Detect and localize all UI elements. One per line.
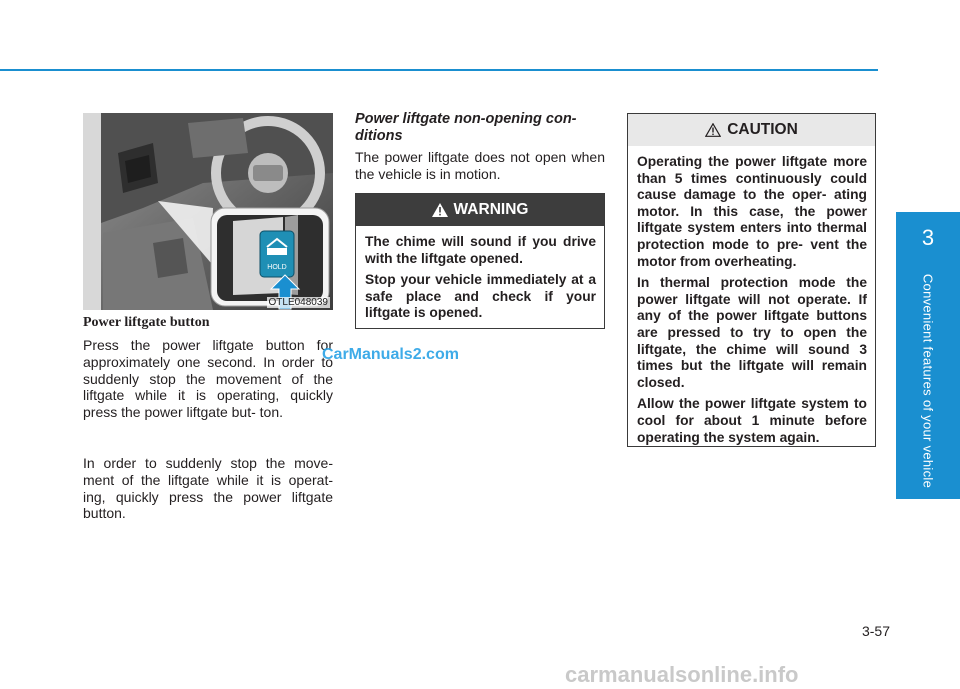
warning-header (356, 194, 604, 226)
figure-code: OTLE048039 (268, 297, 328, 308)
hold-label: HOLD (267, 264, 287, 271)
liftgate-button-figure (83, 113, 333, 310)
chapter-number-tab: 3 (896, 212, 960, 264)
section-heading: Power liftgate non-opening con- ditions (355, 111, 577, 144)
warning-box (355, 193, 605, 329)
caution-line: Allow the power liftgate system to cool for about 1 minute before operating the system again. (637, 396, 867, 445)
caution-line: Operating the power liftgate more than 5 times continuously could cause damage to the oper- ating motor. In this case, the power liftgate system enters into thermal protection mode to pre- vent the motor from overheating. (637, 154, 867, 269)
caution-header (628, 114, 875, 146)
header-rule (0, 69, 878, 71)
caution-title: CAUTION (727, 121, 798, 138)
warning-triangle-icon (432, 203, 448, 217)
warning-line: Stop your vehicle immediately at a safe place and check if your liftgate is opened. (365, 272, 596, 321)
warning-body (356, 226, 604, 322)
caution-triangle-icon (705, 123, 721, 137)
car-interior-illustration (83, 113, 333, 310)
watermark-footer: carmanualsonline.info (565, 662, 799, 687)
warning-line: The chime will sound if you drive with the liftgate opened. (365, 234, 596, 266)
caution-body (628, 146, 875, 446)
warning-title: WARNING (453, 201, 529, 218)
caution-box (627, 113, 876, 447)
watermark-link[interactable]: CarManuals2.com (322, 346, 459, 363)
paragraph: The power liftgate does not open when the vehicle is in motion. (355, 149, 605, 182)
figure-caption: Power liftgate button (83, 315, 210, 330)
paragraph: In order to suddenly stop the move- ment of the liftgate while it is operat- ing, quickly press the power liftgate button. (83, 455, 333, 522)
caution-line: In thermal protection mode the power liftgate will not operate. If any of the power liftgate buttons are pressed to try to open the liftgate, the chime will sound 3 times but the liftgate will remain closed. (637, 275, 867, 390)
chapter-title: Convenient features of your vehicle (920, 273, 936, 489)
chapter-title-tab (896, 264, 960, 499)
page-number: 3-57 (861, 623, 890, 639)
paragraph: Press the power liftgate button for approximately one second. In order to suddenly stop the movement of the liftgate while it is operating, quickly press the power liftgate but- ton. (83, 337, 333, 421)
